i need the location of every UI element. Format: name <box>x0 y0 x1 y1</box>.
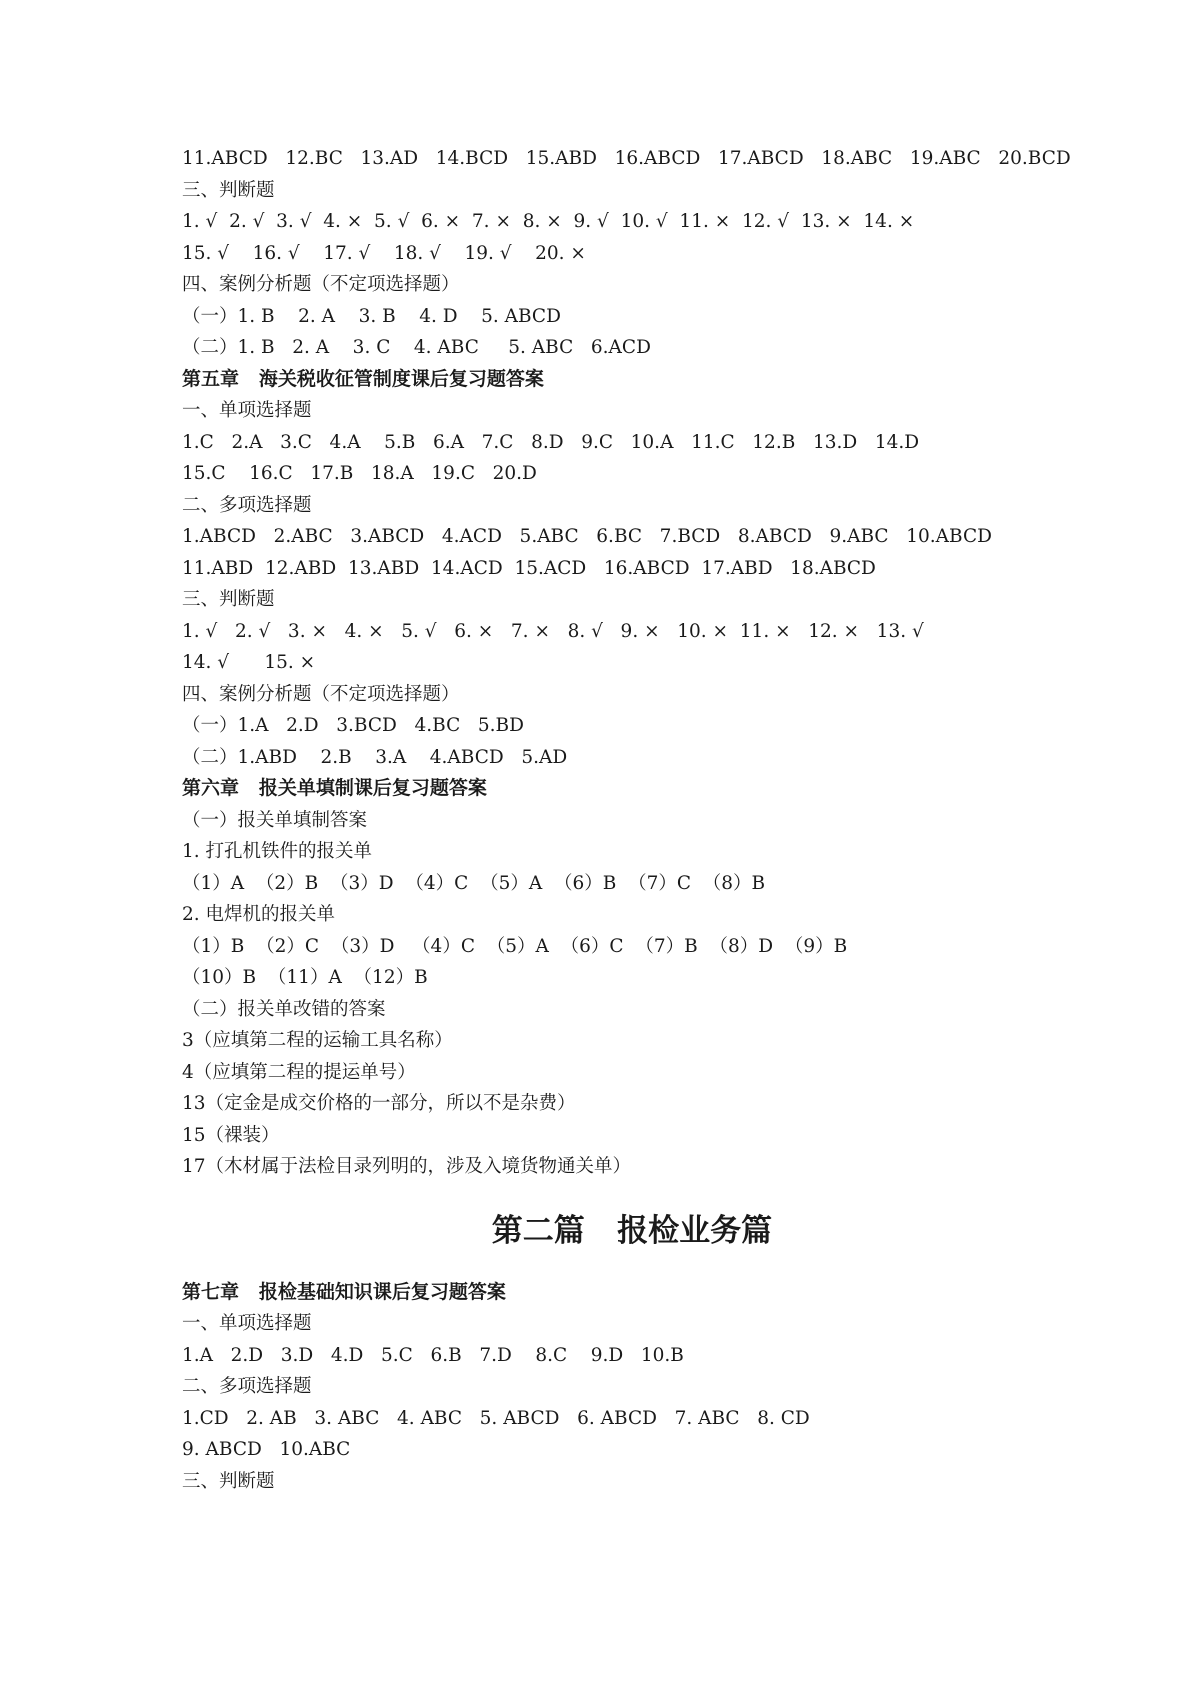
ch4-case-answers-line2: （二）1. B 2. A 3. C 4. ABC 5. ABC 6.ACD <box>182 337 651 358</box>
ch7-single-answers-line1: 1.A 2.D 3.D 4.D 5.C 6.B 7.D 8.C 9.D 10.B <box>182 1344 684 1366</box>
ch4-case-heading: 四、案例分析题（不定项选择题） <box>182 274 460 295</box>
ch6-item2-answers-line1: （1）B （2）C （3）D （4）C （5）A （6）C （7）B （8）D （9）B <box>182 935 848 957</box>
ch5-judge-heading: 三、判断题 <box>182 589 275 610</box>
answer-content <box>182 143 1082 1497</box>
ch7-multi-answers-line2: 9. ABCD 10.ABC <box>182 1439 351 1460</box>
ch6-item1-title: 1. 打孔机铁件的报关单 <box>182 841 373 862</box>
ch5-single-answers-line1: 1.C 2.A 3.C 4.A 5.B 6.A 7.C 8.D 9.C 10.A 11.C 12.B 13.D 14.D <box>182 431 920 453</box>
ch7-judge-heading: 三、判断题 <box>182 1470 275 1492</box>
ch7-multi-answers-line1: 1.CD 2. AB 3. ABC 4. ABC 5. ABCD 6. ABCD 7. ABC 8. CD <box>182 1407 810 1429</box>
ch6-item1-answers: （1）A （2）B （3）D （4）C （5）A （6）B （7）C （8）B <box>182 872 766 894</box>
ch5-single-answers-line2: 15.C 16.C 17.B 18.A 19.C 20.D <box>182 463 537 484</box>
ch5-case-heading: 四、案例分析题（不定项选择题） <box>182 683 460 705</box>
chapter-7-title: 第七章 报检基础知识课后复习题答案 <box>182 1280 506 1303</box>
ch5-multi-answers-line1: 1.ABCD 2.ABC 3.ABCD 4.ACD 5.ABC 6.BC 7.BCD 8.ABCD 9.ABC 10.ABCD <box>182 526 992 547</box>
part-2-title: 第二篇 报检业务篇 <box>491 1212 773 1249</box>
ch7-multi-heading: 二、多项选择题 <box>182 1376 312 1397</box>
ch6-fix-item: 4（应填第二程的提运单号） <box>182 1061 416 1083</box>
ch4-multi-answers-line2: 11.ABCD 12.BC 13.AD 14.BCD 15.ABD 16.ABCD 17.ABCD 18.ABC 19.ABC 20.BCD <box>182 148 1071 169</box>
ch4-judge-answers-line2: 15. √ 16. √ 17. √ 18. √ 19. √ 20. × <box>182 242 586 264</box>
ch5-case-answers-line1: （一）1.A 2.D 3.BCD 4.BC 5.BD <box>182 715 524 736</box>
ch4-judge-answers-line1: 1. √ 2. √ 3. √ 4. × 5. √ 6. × 7. × 8. × 9. √ 10. √ 11. × 12. √ 13. × 14. × <box>182 211 915 232</box>
ch6-fix-item: 13（定金是成交价格的一部分，所以不是杂费） <box>182 1093 576 1114</box>
ch7-single-heading: 一、单项选择题 <box>182 1313 312 1334</box>
ch4-judge-heading: 三、判断题 <box>182 179 275 201</box>
ch5-case-answers-line2: （二）1.ABD 2.B 3.A 4.ABCD 5.AD <box>182 746 568 768</box>
ch5-multi-answers-line2: 11.ABD 12.ABD 13.ABD 14.ACD 15.ACD 16.ABCD 17.ABD 18.ABCD <box>182 557 876 579</box>
chapter-5-title: 第五章 海关税收征管制度课后复习题答案 <box>182 367 544 390</box>
ch6-item2-title: 2. 电焊机的报关单 <box>182 904 336 925</box>
ch5-multi-heading: 二、多项选择题 <box>182 494 312 516</box>
ch6-item2-answers-line2: （10）B （11）A （12）B <box>182 967 428 988</box>
ch5-judge-answers-line2: 14. √ 15. × <box>182 652 316 673</box>
ch6-fix-item: 15（裸装） <box>182 1124 280 1146</box>
chapter-6-title: 第六章 报关单填制课后复习题答案 <box>182 777 487 799</box>
ch5-single-heading: 一、单项选择题 <box>182 400 312 421</box>
ch5-judge-answers-line1: 1. √ 2. √ 3. × 4. × 5. √ 6. × 7. × 8. √ 9. × 10. × 11. × 12. × 13. √ <box>182 620 924 642</box>
ch6-sub-heading-1: （一）报关单填制答案 <box>182 809 368 831</box>
ch6-sub-heading-2: （二）报关单改错的答案 <box>182 998 386 1020</box>
ch6-fix-item: 17（木材属于法检目录列明的，涉及入境货物通关单） <box>182 1156 632 1177</box>
ch6-fix-item: 3（应填第二程的运输工具名称） <box>182 1030 453 1051</box>
ch4-case-answers-line1: （一）1. B 2. A 3. B 4. D 5. ABCD <box>182 305 561 327</box>
